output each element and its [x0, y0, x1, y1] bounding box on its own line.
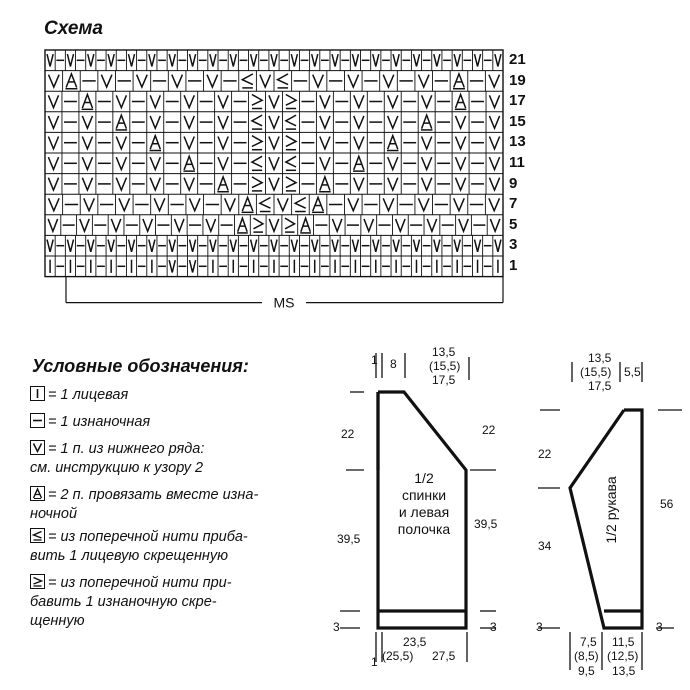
slip-below-stitch	[184, 178, 194, 190]
slip-below-stitch	[354, 137, 364, 149]
slip-below-stitch	[48, 157, 58, 169]
increase-knit-stitch	[278, 74, 289, 85]
purl-two-together-stitch	[184, 156, 194, 170]
row-number: 7	[509, 195, 518, 213]
slip-below-stitch	[48, 116, 58, 128]
sleeve-right-3: 3	[656, 620, 663, 634]
slip-below-stitch	[269, 178, 279, 190]
slip-below-stitch	[352, 240, 358, 252]
sleeve-bottom-f: 13,5	[612, 664, 636, 678]
body-right-3: 3	[490, 620, 497, 634]
slip-below-stitch	[190, 240, 196, 252]
slip-below-stitch	[269, 137, 279, 149]
slip-below-stitch	[456, 116, 466, 128]
slip-below-stitch	[291, 54, 297, 66]
slip-below-stitch	[383, 75, 394, 87]
increase-purl-stitch	[253, 218, 262, 229]
sleeve-bottom-a: 7,5	[580, 635, 597, 649]
slip-below-stitch	[422, 95, 432, 107]
slip-below-stitch	[128, 240, 134, 252]
slip-below-stitch	[388, 95, 398, 107]
slip-below-stitch	[320, 137, 330, 149]
slip-below-stitch	[348, 198, 359, 210]
purl-two-together-stitch	[150, 136, 160, 150]
legend-item-inc-purl: = из поперечной нити при- бавить 1 изнаночную скре- щенную	[30, 575, 232, 629]
slip-below-stitch	[207, 75, 218, 87]
row-number: 19	[509, 71, 526, 89]
increase-purl-stitch	[286, 177, 296, 188]
body-bottom-b: (25,5)	[382, 649, 414, 663]
increase-purl-stitch	[252, 94, 262, 105]
slip-below-stitch	[149, 54, 155, 66]
increase-knit-stitch	[252, 115, 262, 126]
sleeve-bottom-e: (12,5)	[607, 649, 639, 663]
slip-below-stitch	[48, 178, 58, 190]
increase-purl-icon	[30, 574, 45, 589]
slip-below-stitch	[108, 54, 114, 66]
slip-below-stitch	[67, 240, 73, 252]
purl-two-together-stitch	[454, 74, 465, 88]
slip-below-stitch	[269, 95, 279, 107]
slip-below-stitch	[456, 178, 466, 190]
slip-below-stitch	[454, 198, 465, 210]
increase-knit-icon	[30, 528, 45, 543]
purl-two-together-stitch	[242, 197, 253, 211]
body-top-8: 8	[390, 357, 397, 371]
slip-below-stitch	[251, 54, 257, 66]
slip-below-stitch	[312, 240, 318, 252]
body-bottom-c: 27,5	[432, 649, 456, 663]
slip-below-stitch	[475, 240, 481, 252]
slip-below-stitch	[116, 137, 126, 149]
increase-knit-stitch	[295, 197, 306, 208]
slip-below-stitch	[354, 95, 364, 107]
purl-two-together-stitch	[218, 177, 228, 191]
slip-below-stitch	[150, 178, 160, 190]
slip-below-stitch	[422, 157, 432, 169]
sleeve-bottom-c: 9,5	[578, 664, 595, 678]
slip-below-stitch	[150, 116, 160, 128]
repeat-label: MS	[273, 294, 295, 311]
slip-below-stitch	[434, 240, 440, 252]
slip-below-stitch	[320, 116, 330, 128]
row-number: 1	[509, 257, 518, 274]
row-number: 13	[509, 133, 526, 151]
body-top-size-c: 17,5	[432, 373, 456, 387]
purl-two-together-stitch	[301, 218, 310, 232]
slip-below-stitch	[490, 219, 499, 231]
sleeve-top-a: 13,5	[588, 351, 612, 365]
slip-below-stitch	[269, 157, 279, 169]
slip-below-stitch	[332, 219, 341, 231]
slip-below-stitch	[88, 240, 94, 252]
slip-below-stitch	[489, 157, 499, 169]
row-number: 11	[509, 154, 525, 171]
slip-below-stitch	[434, 54, 440, 66]
slip-below-stitch	[128, 54, 134, 66]
slip-below-stitch	[82, 157, 92, 169]
purl-two-together-stitch	[388, 136, 398, 150]
increase-knit-stitch	[286, 115, 296, 126]
slip-below-stitch	[396, 219, 405, 231]
increase-purl-stitch	[286, 94, 296, 105]
sleeve-top-c: 17,5	[588, 379, 612, 393]
slip-below-stitch	[184, 137, 194, 149]
slip-below-stitch	[206, 219, 215, 231]
increase-purl-stitch	[286, 136, 296, 147]
increase-purl-stitch	[285, 218, 294, 229]
sleeve-bottom-d: 11,5	[612, 635, 635, 649]
slip-below-stitch	[418, 198, 429, 210]
slip-below-stitch	[184, 116, 194, 128]
slip-below-stitch	[190, 54, 196, 66]
sleeve-left-22: 22	[538, 447, 552, 461]
slip-below-stitch	[332, 54, 338, 66]
slip-below-stitch	[271, 54, 277, 66]
slip-below-stitch	[189, 198, 200, 210]
slip-below-stitch	[184, 95, 194, 107]
row-number: 15	[509, 112, 526, 130]
slip-below-stitch	[49, 198, 60, 210]
slip-below-stitch	[495, 240, 501, 252]
slip-below-stitch	[413, 54, 419, 66]
slip-below-stitch	[116, 157, 126, 169]
slip-below-stitch	[269, 116, 279, 128]
slip-below-stitch	[154, 198, 165, 210]
slip-below-stitch	[80, 219, 89, 231]
legend-item-inc-knit: = из поперечной нити приба- вить 1 лицевую скрещенную	[30, 529, 248, 564]
row-number: 21	[509, 51, 526, 68]
slip-below-stitch	[489, 198, 500, 210]
body-bottom-1: 1	[371, 655, 378, 669]
slip-below-stitch	[388, 157, 398, 169]
slip-below-stitch	[218, 95, 228, 107]
slip-below-stitch	[260, 75, 271, 87]
slip-below-stitch	[49, 75, 60, 87]
slip-below-stitch	[332, 240, 338, 252]
slip-below-stitch	[218, 137, 228, 149]
row-number: 3	[509, 236, 518, 254]
legend-item-slip: = 1 п. из нижнего ряда: см. инструкцию к узору 2	[30, 441, 205, 476]
body-top-1: 1	[371, 353, 378, 367]
slip-below-stitch	[475, 54, 481, 66]
slip-below-stitch	[373, 54, 379, 66]
slip-below-stitch	[150, 157, 160, 169]
slip-below-symbol-icon	[30, 440, 45, 455]
slip-below-stitch	[354, 116, 364, 128]
slip-below-stitch	[108, 240, 114, 252]
purl-symbol-icon	[30, 413, 45, 428]
slip-below-stitch	[312, 54, 318, 66]
slip-below-stitch	[111, 219, 120, 231]
slip-below-stitch	[320, 157, 330, 169]
row-number: 9	[509, 174, 518, 192]
sleeve-top-b: (15,5)	[580, 365, 612, 379]
purl-two-together-stitch	[66, 74, 77, 88]
slip-below-stitch	[489, 95, 499, 107]
body-left-22: 22	[341, 427, 355, 441]
slip-below-stitch	[413, 240, 419, 252]
body-left-39: 39,5	[337, 532, 361, 546]
slip-below-stitch	[269, 219, 278, 231]
slip-below-stitch	[456, 157, 466, 169]
slip-below-stitch	[210, 240, 216, 252]
slip-below-stitch	[169, 54, 175, 66]
body-top-size-a: 13,5	[432, 345, 456, 359]
slip-below-stitch	[137, 75, 148, 87]
sleeve-left-3: 3	[536, 620, 543, 634]
slip-below-stitch	[354, 178, 364, 190]
purl-two-together-stitch	[320, 177, 330, 191]
slip-below-stitch	[348, 75, 359, 87]
slip-below-stitch	[251, 240, 257, 252]
slip-below-stitch	[364, 219, 373, 231]
slip-below-stitch	[82, 137, 92, 149]
sleeve-left-34: 34	[538, 539, 552, 553]
slip-below-stitch	[454, 240, 460, 252]
legend-title: Условные обозначения:	[32, 356, 249, 376]
purl-two-together-stitch	[354, 156, 364, 170]
slip-below-stitch	[388, 116, 398, 128]
slip-below-stitch	[489, 178, 499, 190]
increase-knit-stitch	[286, 156, 296, 167]
stitch-chart	[0, 0, 690, 320]
purl-two-together-stitch	[313, 197, 324, 211]
slip-below-stitch	[454, 54, 460, 66]
slip-below-stitch	[489, 116, 499, 128]
slip-below-stitch	[67, 54, 73, 66]
slip-below-stitch	[393, 240, 399, 252]
slip-below-stitch	[418, 75, 429, 87]
purl-two-together-stitch	[82, 94, 92, 108]
slip-below-stitch	[190, 260, 196, 272]
knit-symbol-icon	[30, 386, 45, 401]
slip-below-stitch	[278, 198, 289, 210]
slip-below-stitch	[383, 198, 394, 210]
purl-two-together-stitch	[238, 218, 247, 232]
slip-below-stitch	[495, 54, 501, 66]
legend-item-knit: = 1 лицевая	[30, 386, 128, 405]
slip-below-stitch	[422, 137, 432, 149]
increase-purl-stitch	[252, 177, 262, 188]
slip-below-stitch	[101, 75, 112, 87]
slip-below-stitch	[116, 95, 126, 107]
slip-below-stitch	[218, 157, 228, 169]
increase-knit-stitch	[260, 197, 271, 208]
slip-below-stitch	[489, 75, 500, 87]
slip-below-stitch	[143, 219, 152, 231]
chart-title: Схема	[44, 18, 104, 39]
slip-below-stitch	[47, 54, 53, 66]
slip-below-stitch	[169, 240, 175, 252]
slip-below-stitch	[373, 240, 379, 252]
slip-below-stitch	[352, 54, 358, 66]
slip-below-stitch	[313, 75, 324, 87]
slip-below-stitch	[230, 54, 236, 66]
slip-below-stitch	[88, 54, 94, 66]
slip-below-stitch	[459, 219, 468, 231]
sleeve-piece-label: 1/2 рукава	[603, 476, 619, 544]
legend-item-purl: = 1 изнаночная	[30, 413, 150, 432]
slip-below-stitch	[47, 240, 53, 252]
purl-two-together-stitch	[456, 94, 466, 108]
purl-two-together-stitch	[116, 115, 126, 129]
slip-below-stitch	[218, 116, 228, 128]
slip-below-stitch	[225, 198, 236, 210]
slip-below-stitch	[271, 240, 277, 252]
row-number: 17	[509, 92, 526, 110]
legend-item-p2tog: = 2 п. провязать вместе изна- ночной	[30, 487, 259, 522]
slip-below-stitch	[48, 137, 58, 149]
sleeve-top-d: 5,5	[624, 365, 641, 379]
body-right-22: 22	[482, 423, 496, 437]
body-left-3: 3	[333, 620, 340, 634]
slip-below-stitch	[291, 240, 297, 252]
slip-below-stitch	[149, 240, 155, 252]
slip-below-stitch	[150, 95, 160, 107]
sleeve-bottom-b: (8,5)	[574, 649, 599, 663]
sleeve-right-56: 56	[660, 497, 674, 511]
body-piece-label: 1/2 спинки и левая полочка	[397, 470, 451, 537]
slip-below-stitch	[230, 240, 236, 252]
increase-knit-stitch	[252, 156, 262, 167]
body-top-size-b: (15,5)	[429, 359, 461, 373]
slip-below-stitch	[48, 219, 57, 231]
slip-below-stitch	[175, 219, 184, 231]
slip-below-stitch	[82, 178, 92, 190]
slip-below-stitch	[427, 219, 436, 231]
increase-purl-stitch	[252, 136, 262, 147]
slip-below-stitch	[116, 178, 126, 190]
row-number: 5	[509, 215, 518, 233]
slip-below-stitch	[82, 116, 92, 128]
slip-below-stitch	[48, 95, 58, 107]
slip-below-stitch	[172, 75, 183, 87]
purl-two-together-stitch	[422, 115, 432, 129]
slip-below-stitch	[489, 137, 499, 149]
slip-below-stitch	[422, 178, 432, 190]
body-right-39: 39,5	[474, 517, 498, 531]
slip-below-stitch	[84, 198, 95, 210]
increase-knit-stitch	[242, 74, 253, 85]
body-bottom-a: 23,5	[403, 635, 427, 649]
slip-below-stitch	[210, 54, 216, 66]
slip-below-stitch	[119, 198, 130, 210]
purl-two-together-icon	[30, 486, 45, 501]
slip-below-stitch	[388, 178, 398, 190]
slip-below-stitch	[169, 260, 175, 272]
slip-below-stitch	[393, 54, 399, 66]
slip-below-stitch	[320, 95, 330, 107]
slip-below-stitch	[456, 137, 466, 149]
